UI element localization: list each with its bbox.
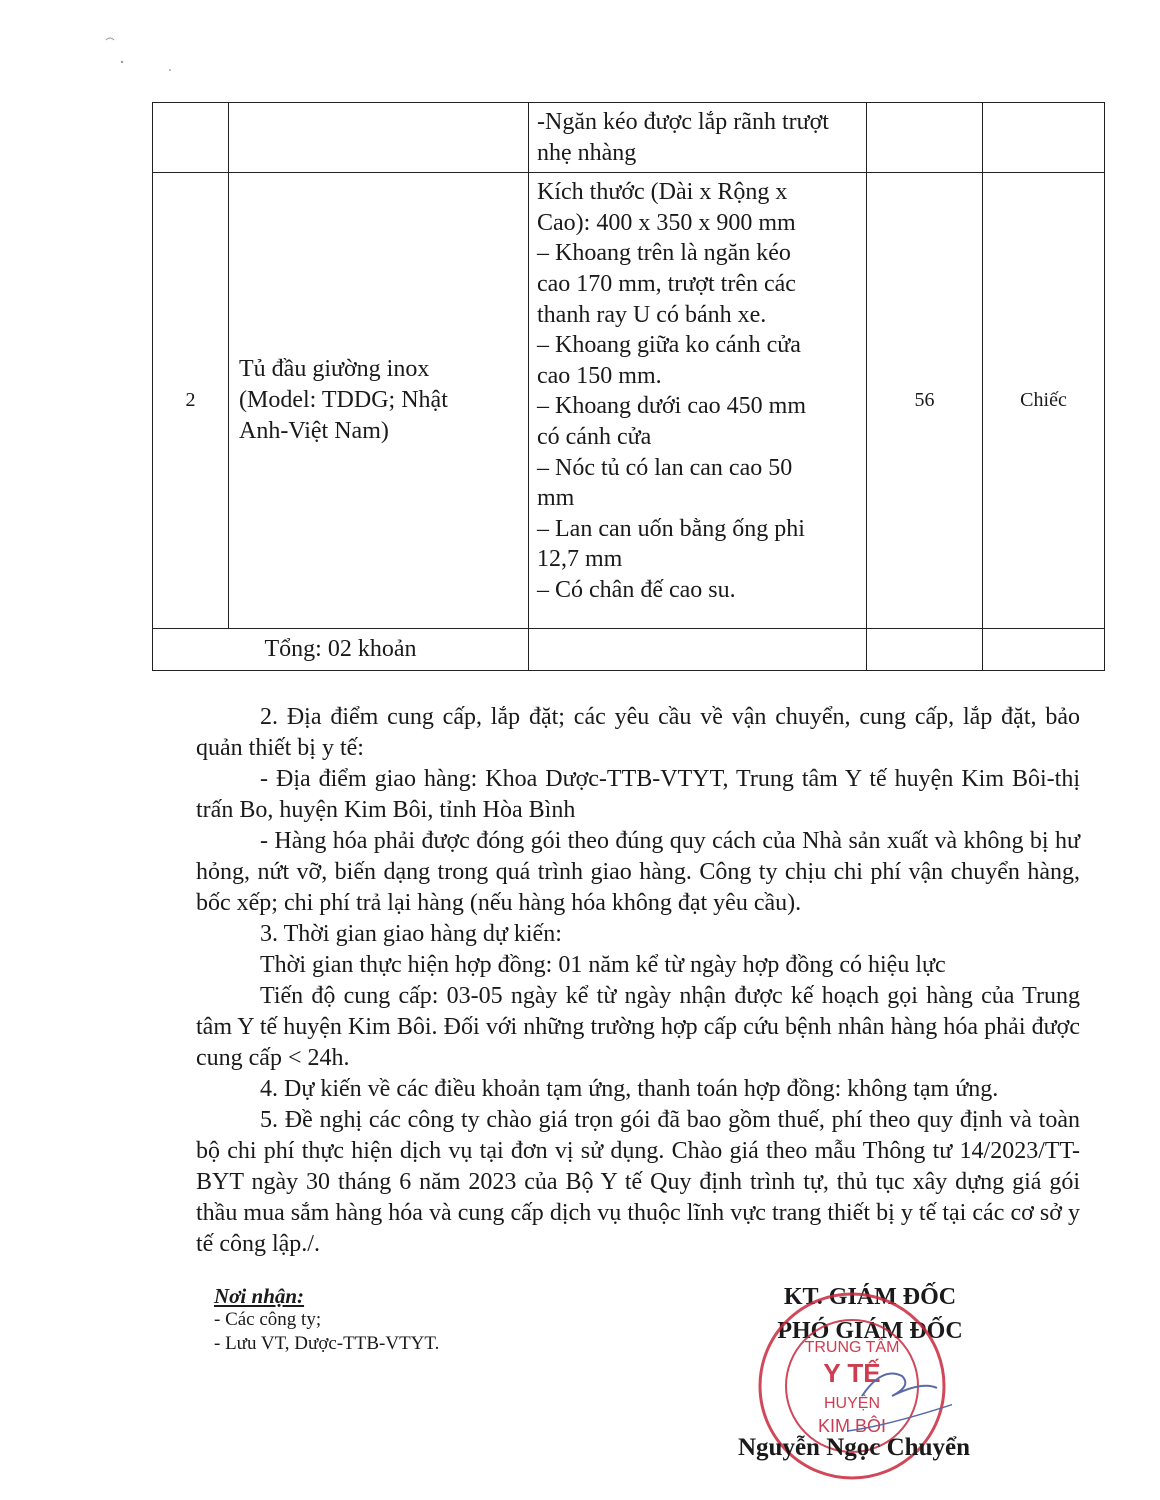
paragraph-supply-schedule: Tiến độ cung cấp: 03-05 ngày kể từ ngày nhận được kế hoạch gọi hàng của Trung tâm Y tế huyện Kim Bôi. Đối với những trường hợp cấp cứu bệnh nhân hàng hóa phải được cung cấp < 24h. (196, 983, 1080, 1071)
cell-unit: Chiếc (983, 173, 1105, 629)
desc-line: – Lan can uốn bằng ống phi (537, 515, 805, 542)
name-line: Tủ đầu giường inox (239, 356, 430, 383)
cell-total-label: Tổng: 02 khoản (153, 629, 529, 671)
table-row-total (153, 629, 1105, 671)
name-line: (Model: TDDG; Nhật (239, 387, 448, 414)
cell-quantity-empty (867, 103, 983, 173)
cell-stt-empty (153, 103, 229, 173)
desc-line: Cao): 400 x 350 x 900 mm (537, 209, 796, 236)
table-row-item-2 (153, 173, 1105, 629)
paragraph-advance-payment: 4. Dự kiến về các điều khoản tạm ứng, thanh toán hợp đồng: không tạm ứng. (260, 1076, 999, 1102)
cell-name-empty (229, 103, 529, 173)
paragraph-quotation-request: 5. Đề nghị các công ty chào giá trọn gói đã bao gồm thuế, phí theo quy định và toàn bộ chi phí thực hiện dịch vụ tại đơn vị sử dụng. Chào giá theo mẫu Thông tư 14/2023/TT-BYT ngày 30 tháng 6 năm 2023 của Bộ Y tế Quy định trình tự, thủ tục xây dựng giá gói thầu mua sắm hàng hóa và cung cấp dịch vụ thuộc lĩnh vực trang thiết bị y tế tại các cơ sở y tế công lập./. (196, 1107, 1080, 1257)
desc-line: nhẹ nhàng (537, 139, 637, 166)
signer-title-line1: KT. GIÁM ĐỐC (783, 1284, 957, 1310)
paragraph-contract-duration: Thời gian thực hiện hợp đồng: 01 năm kể từ ngày hợp đồng có hiệu lực (260, 952, 946, 978)
desc-line: – Khoang giữa ko cánh cửa (537, 332, 801, 359)
svg-text:HUYỆN: HUYỆN (823, 1395, 881, 1412)
cell-quantity: 56 (867, 173, 983, 629)
svg-text:Y TẾ: Y TẾ (823, 1358, 881, 1388)
desc-line: có cánh cửa (537, 423, 652, 450)
cell-stt: 2 (153, 173, 229, 629)
cell-unit-empty (983, 103, 1105, 173)
desc-line: cao 170 mm, trượt trên các (537, 270, 796, 297)
scan-artifact-mark (100, 30, 190, 90)
desc-line: cao 150 mm. (537, 362, 662, 389)
desc-line: – Khoang dưới cao 450 mm (537, 393, 806, 420)
recipients-block (214, 1284, 439, 1356)
desc-line: – Có chân đế cao su. (537, 576, 736, 603)
recipient-item: - Các công ty; (214, 1309, 322, 1330)
cell-total-qty-empty (867, 629, 983, 671)
table-row-continued (153, 103, 1105, 173)
cell-total-unit-empty (983, 629, 1105, 671)
recipients-header: Nơi nhận: (214, 1284, 305, 1308)
equipment-table (152, 102, 1105, 671)
desc-line: – Khoang trên là ngăn kéo (537, 240, 791, 267)
signer-name: Nguyễn Ngọc Chuyển (738, 1434, 970, 1461)
cell-total-desc-empty (529, 629, 867, 671)
desc-line: Kích thước (Dài x Rộng x (537, 179, 788, 206)
paragraph-delivery-address: - Địa điểm giao hàng: Khoa Dược-TTB-VTYT, Trung tâm Y tế huyện Kim Bôi-thị trấn Bo, huyện Kim Bôi, tỉnh Hòa Bình (196, 766, 1080, 823)
paragraph-packaging: - Hàng hóa phải được đóng gói theo đúng quy cách của Nhà sản xuất và không bị hư hỏng, nứt vỡ, biến dạng trong quá trình giao hàng. Công ty chịu chi phí vận chuyển hàng, bốc xếp; chi phí trả lại hàng (nếu hàng hóa không đạt yêu cầu). (196, 828, 1080, 916)
svg-text:KIM BÔI: KIM BÔI (817, 1416, 887, 1436)
name-line: Anh-Việt Nam) (239, 418, 389, 445)
signer-title-line2: PHÓ GIÁM ĐỐC (777, 1318, 963, 1344)
desc-line: thanh ray U có bánh xe. (537, 301, 767, 328)
desc-line: – Nóc tủ có lan can cao 50 (537, 454, 793, 481)
desc-line: mm (537, 485, 575, 512)
svg-text:TRUNG TÂM: TRUNG TÂM (804, 1339, 900, 1356)
recipient-item: - Lưu VT, Dược-TTB-VTYT. (214, 1333, 440, 1354)
desc-line: -Ngăn kéo được lắp rãnh trượt (537, 109, 829, 135)
cell-description (529, 173, 867, 629)
body-text (196, 702, 1080, 1260)
paragraph-delivery-location-title: 2. Địa điểm cung cấp, lắp đặt; các yêu cầu về vận chuyển, cung cấp, lắp đặt, bảo quản thiết bị y tế: (196, 704, 1080, 761)
desc-line: 12,7 mm (537, 546, 623, 573)
cell-description (529, 103, 867, 173)
cell-item-name (229, 173, 529, 629)
paragraph-delivery-time-title: 3. Thời gian giao hàng dự kiến: (260, 921, 562, 947)
